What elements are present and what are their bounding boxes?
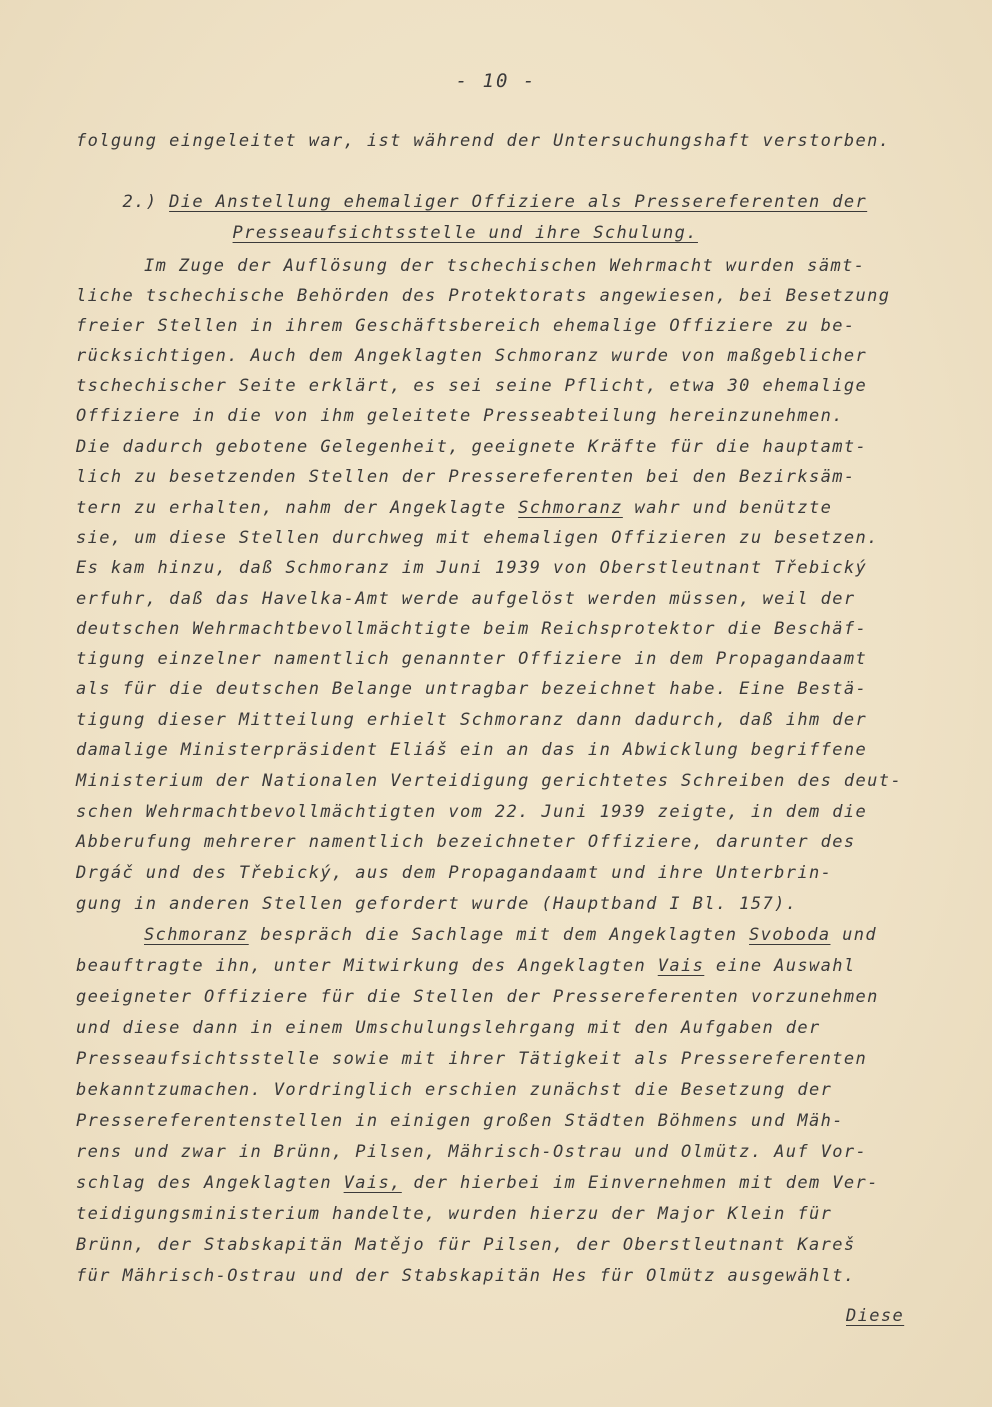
body-line: damalige Ministerpräsident Eliáš ein an das in Abwicklung begriffene (76, 740, 868, 760)
body-line: Offiziere in die von ihm geleitete Presseabteilung hereinzunehmen. (76, 406, 844, 426)
body-line: Die dadurch gebotene Gelegenheit, geeignete Kräfte für die hauptamt- (76, 437, 868, 457)
body-line: rens und zwar in Brünn, Pilsen, Mährisch-Ostrau und Olmütz. Auf Vor- (76, 1142, 868, 1162)
line-text: wahr und benützte (622, 498, 833, 518)
body-line: tigung einzelner namentlich genannter Offiziere in dem Propagandaamt (76, 649, 868, 669)
line-text: der hierbei im Einvernehmen mit dem Ver- (401, 1173, 879, 1193)
line-text: eine Auswahl (704, 956, 856, 976)
name-schmoranz: Schmoranz (144, 925, 249, 945)
section-number: 2.) (122, 192, 158, 212)
body-line: Pressereferentenstellen in einigen großen Städten Böhmens und Mäh- (76, 1111, 844, 1131)
body-line: Im Zuge der Auflösung der tschechischen Wehrmacht wurden sämt- (144, 256, 866, 276)
catchword: Diese (846, 1306, 905, 1326)
body-line (76, 498, 832, 518)
body-line (76, 1173, 879, 1193)
body-line (76, 956, 856, 976)
body-line: als für die deutschen Belange untragbar bezeichnet habe. Eine Bestä- (76, 679, 868, 699)
body-line: deutschen Wehrmachtbevollmächtigte beim Reichsprotektor die Beschäf- (76, 619, 868, 639)
body-line: Es kam hinzu, daß Schmoranz im Juni 1939 von Oberstleutnant Třebický (76, 558, 868, 578)
name-svoboda: Svoboda (749, 925, 831, 945)
body-line: erfuhr, daß das Havelka-Amt werde aufgelöst werden müssen, weil der (76, 589, 856, 609)
body-line (144, 925, 877, 945)
line-text: tern zu erhalten, nahm der Angeklagte (76, 498, 519, 518)
body-line: teidigungsministerium handelte, wurden hierzu der Major Klein für (76, 1204, 833, 1224)
body-line: rücksichtigen. Auch dem Angeklagten Schmoranz wurde von maßgeblicher (76, 346, 868, 366)
line-text: bespräch die Sachlage mit dem Angeklagten (248, 925, 750, 945)
line-text: und (830, 925, 878, 945)
body-line: Brünn, der Stabskapitän Matějo für Pilsen, der Oberstleutnant Kareš (76, 1235, 856, 1255)
body-line: geeigneter Offiziere für die Stellen der Pressereferenten vorzunehmen (76, 987, 879, 1007)
body-line: schen Wehrmachtbevollmächtigten vom 22. Juni 1939 zeigte, in dem die (76, 802, 868, 822)
body-line: bekanntzumachen. Vordringlich erschien zunächst die Besetzung der (76, 1080, 833, 1100)
name-schmoranz: Schmoranz (518, 498, 623, 518)
body-line: folgung eingeleitet war, ist während der Untersuchungshaft verstorben. (76, 131, 891, 151)
body-line: für Mährisch-Ostrau und der Stabskapitän Hes für Olmütz ausgewählt. (76, 1266, 856, 1286)
body-line: gung in anderen Stellen gefordert wurde (Hauptband I Bl. 157). (76, 894, 798, 914)
body-line: sie, um diese Stellen durchweg mit ehemaligen Offizieren zu besetzen. (76, 528, 879, 548)
body-line: Abberufung mehrerer namentlich bezeichneter Offiziere, darunter des (76, 832, 856, 852)
body-line: lich zu besetzenden Stellen der Pressereferenten bei den Bezirksäm- (76, 467, 856, 487)
section-title-line1: Die Anstellung ehemaliger Offiziere als Pressereferenten der (169, 192, 868, 212)
section-heading-continued (186, 203, 698, 263)
name-vais: Vais, (343, 1173, 402, 1193)
section-title-line2: Presseaufsichtsstelle und ihre Schulung. (232, 223, 698, 243)
name-vais: Vais (657, 956, 705, 976)
body-line: tschechischer Seite erklärt, es sei seine Pflicht, etwa 30 ehemalige (76, 376, 868, 396)
body-line: Presseaufsichtsstelle sowie mit ihrer Tätigkeit als Pressereferenten (76, 1049, 868, 1069)
body-line: und diese dann in einem Umschulungslehrgang mit den Aufgaben der (76, 1018, 821, 1038)
body-line: tigung dieser Mitteilung erhielt Schmoranz dann dadurch, daß ihm der (76, 710, 868, 730)
body-line: freier Stellen in ihrem Geschäftsbereich ehemalige Offiziere zu be- (76, 316, 856, 336)
page-number: - 10 - (455, 70, 537, 92)
body-line: Ministerium der Nationalen Verteidigung gerichtetes Schreiben des deut- (76, 771, 903, 791)
line-text: beauftragte ihn, unter Mitwirkung des Angeklagten (76, 956, 658, 976)
line-text: schlag des Angeklagten (76, 1173, 344, 1193)
body-line: liche tschechische Behörden des Protektorats angewiesen, bei Besetzung (76, 286, 891, 306)
body-line: Drgáč und des Třebický, aus dem Propagandaamt und ihre Unterbrin- (76, 863, 833, 883)
